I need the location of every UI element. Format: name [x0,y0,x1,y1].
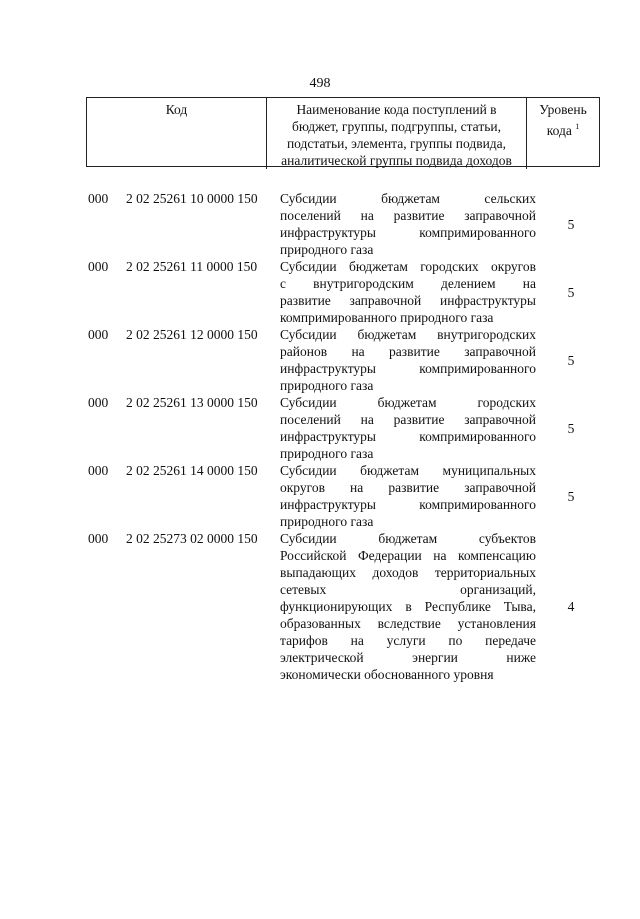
table-body [86,190,600,683]
header-name-line: аналитической группы подвида доходов [281,153,512,168]
row-code: 2 02 25261 13 0000 150 [126,395,258,410]
row-level: 5 [567,352,575,368]
header-name [267,98,527,169]
row-name-line: сетевых организаций, [280,582,536,597]
row-name-line: Субсидии бюджетам сельских [280,191,536,206]
row-name-line: образованных вследствие установления [280,616,536,631]
row-level: 5 [567,488,575,504]
row-name-line: Субсидии бюджетам муниципальных [280,463,536,478]
row-name-line: поселений на развитие заправочной [280,412,536,427]
row-name-line: природного газа [280,446,374,461]
row-name-line: функционирующих в Республике Тыва, [280,599,536,614]
page-number: 498 [309,76,331,91]
row-name [280,190,536,258]
row-name-line: инфраструктуры компримированного [280,361,536,376]
table-row [86,190,600,258]
row-prefix: 000 [88,327,109,342]
row-name-line: развитие заправочной инфраструктуры [280,293,536,308]
row-name-line: Субсидии бюджетам внутригородских [280,327,536,342]
row-name [280,258,536,326]
row-name [280,394,536,462]
row-level: 5 [567,284,575,300]
row-name-line: поселений на развитие заправочной [280,208,536,223]
row-name-line: Российской Федерации на компенсацию [280,548,536,563]
header-level-line: Уровень [539,102,587,117]
row-name-line: электрической энергии ниже [280,650,536,665]
table-header [86,97,600,167]
footnote-marker: 1 [575,122,580,131]
row-name-line: Субсидии бюджетам городских округов [280,259,536,274]
row-name-line: инфраструктуры компримированного [280,497,536,512]
row-name-line: инфраструктуры компримированного [280,429,536,444]
header-level-line2 [527,118,599,139]
row-name-line: округов на развитие заправочной [280,480,536,495]
table-row [86,394,600,462]
header-name-line: бюджет, группы, подгруппы, статьи, [292,119,501,134]
row-level: 5 [567,420,575,436]
row-name-line: природного газа [280,514,374,529]
row-prefix: 000 [88,531,109,546]
row-name-line: Субсидии бюджетам городских [280,395,536,410]
row-code: 2 02 25261 12 0000 150 [126,327,258,342]
header-level [527,98,599,169]
row-level: 5 [567,216,575,232]
row-name-line: выпадающих доходов территориальных [280,565,536,580]
row-name-line: тарифов на услуги по передаче [280,633,536,648]
table-row [86,462,600,530]
row-name-line: компримированного природного газа [280,310,494,325]
header-name-line: подстатьи, элемента, группы подвида, [286,136,507,151]
row-prefix: 000 [88,191,109,206]
row-name-line: инфраструктуры компримированного [280,225,536,240]
table-row [86,258,600,326]
row-prefix: 000 [88,463,109,478]
row-code: 2 02 25261 14 0000 150 [126,463,258,478]
row-code: 2 02 25261 11 0000 150 [126,259,258,274]
row-prefix: 000 [88,259,109,274]
row-code: 2 02 25261 10 0000 150 [126,191,258,206]
table-row [86,530,600,683]
table-row [86,326,600,394]
row-name [280,326,536,394]
row-name [280,462,536,530]
row-name-line: Субсидии бюджетам субъектов [280,531,536,546]
row-name-line: с внутригородским делением на [280,276,536,291]
row-name-line: экономически обоснованного уровня [280,667,494,682]
row-name-line: природного газа [280,242,374,257]
row-code: 2 02 25273 02 0000 150 [126,531,258,546]
row-name-line: природного газа [280,378,374,393]
row-name-line: районов на развитие заправочной [280,344,536,359]
row-level: 4 [567,599,575,614]
row-name [280,530,536,683]
header-name-line: Наименование кода поступлений в [296,102,497,117]
header-code: Код [87,98,267,169]
row-prefix: 000 [88,395,109,410]
header-level-text: кода [546,123,572,138]
